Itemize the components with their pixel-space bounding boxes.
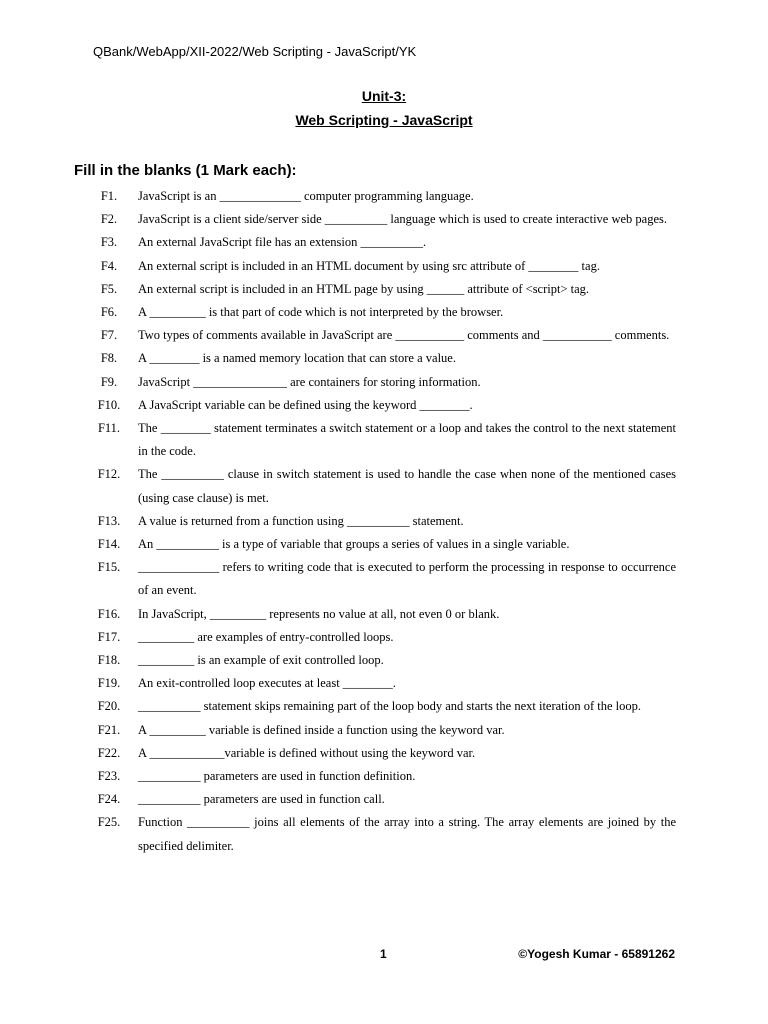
question-text: _________ is an example of exit controlled loop. — [138, 653, 384, 668]
question-number: F25. — [97, 815, 121, 830]
question-text: A ____________variable is defined without using the keyword var. — [138, 745, 476, 760]
question-list — [80, 185, 676, 858]
question-item — [80, 788, 676, 811]
unit-title: Unit-3: — [361, 88, 407, 104]
question-item — [80, 301, 676, 324]
question-text: JavaScript is a client side/server side __________ language which is used to create interactive web pages. — [138, 212, 667, 227]
question-number: F14. — [97, 537, 121, 552]
question-text: A _________ variable is defined inside a function using the keyword var. — [138, 722, 505, 737]
question-number: F13. — [97, 513, 121, 528]
question-number: F17. — [97, 629, 121, 644]
question-item — [80, 208, 676, 231]
section-heading: Fill in the blanks (1 Mark each): — [74, 162, 297, 179]
question-item — [80, 324, 676, 347]
question-number: F9. — [100, 374, 118, 389]
page-subtitle: Web Scripting - JavaScript — [295, 112, 473, 128]
question-text: The ________ statement terminates a switch statement or a loop and takes the control to the next statement in the code. — [138, 421, 676, 459]
question-item — [80, 510, 676, 533]
question-number: F10. — [97, 397, 121, 412]
question-number: F6. — [100, 305, 118, 320]
question-number: F8. — [100, 351, 118, 366]
question-item — [80, 695, 676, 718]
question-item — [80, 811, 676, 857]
question-item — [80, 417, 676, 463]
question-number: F12. — [97, 467, 121, 482]
question-number: F1. — [100, 189, 118, 203]
question-number: F4. — [100, 258, 118, 273]
question-text: An external JavaScript file has an extension __________. — [138, 235, 427, 250]
question-number: F11. — [97, 421, 121, 436]
question-item — [80, 649, 676, 672]
question-number: F5. — [100, 281, 118, 296]
question-number: F21. — [97, 722, 121, 737]
question-text: Two types of comments available in JavaScript are ___________ comments and ___________ comments. — [138, 328, 670, 343]
question-text: A JavaScript variable can be defined using the keyword ________. — [138, 397, 473, 412]
question-item — [80, 185, 676, 208]
question-item — [80, 742, 676, 765]
question-number: F20. — [97, 699, 121, 714]
question-text: An __________ is a type of variable that groups a series of values in a single variable. — [138, 537, 570, 552]
question-text: JavaScript _______________ are containers for storing information. — [138, 374, 481, 389]
question-item — [80, 371, 676, 394]
question-item — [80, 255, 676, 278]
question-text: JavaScript is an _____________ computer programming language. — [138, 189, 474, 203]
question-text: An exit-controlled loop executes at least ________. — [138, 676, 396, 691]
question-number: F24. — [97, 792, 121, 807]
question-text: __________ parameters are used in function definition. — [138, 769, 416, 784]
question-text: A _________ is that part of code which is not interpreted by the browser. — [138, 305, 504, 320]
question-number: F23. — [97, 769, 121, 784]
question-item — [80, 278, 676, 301]
question-item — [80, 719, 676, 742]
question-item — [80, 463, 676, 509]
question-text: __________ parameters are used in function call. — [138, 792, 385, 807]
page-number: 1 — [380, 947, 387, 961]
question-text: A value is returned from a function using __________ statement. — [138, 513, 464, 528]
question-text: __________ statement skips remaining part of the loop body and starts the next iteration of the loop. — [138, 699, 642, 714]
question-item — [80, 533, 676, 556]
running-header: QBank/WebApp/XII-2022/Web Scripting - JavaScript/YK — [93, 44, 417, 59]
copyright-notice: ©Yogesh Kumar - 65891262 — [518, 947, 675, 961]
question-item — [80, 394, 676, 417]
question-item — [80, 556, 676, 602]
question-item — [80, 672, 676, 695]
question-number: F15. — [97, 560, 121, 575]
question-text: _____________ refers to writing code that is executed to perform the processing in response to occurrence of an event. — [138, 560, 676, 598]
question-text: A ________ is a named memory location that can store a value. — [138, 351, 456, 366]
question-number: F7. — [100, 328, 118, 343]
question-item — [80, 347, 676, 370]
question-number: F19. — [97, 676, 121, 691]
question-text: _________ are examples of entry-controlled loops. — [138, 629, 394, 644]
question-number: F2. — [100, 212, 118, 227]
question-number: F18. — [97, 653, 121, 668]
question-item — [80, 231, 676, 254]
question-number: F3. — [100, 235, 118, 250]
question-text: In JavaScript, _________ represents no value at all, not even 0 or blank. — [138, 606, 500, 621]
question-item — [80, 626, 676, 649]
question-number: F22. — [97, 745, 121, 760]
question-item — [80, 765, 676, 788]
question-text: Function __________ joins all elements of the array into a string. The array elements are joined by the specified delimiter. — [138, 815, 676, 853]
question-text: An external script is included in an HTML document by using src attribute of ________ tag. — [138, 258, 600, 273]
question-text: The __________ clause in switch statement is used to handle the case when none of the mentioned cases (using case clause) is met. — [138, 467, 676, 505]
question-number: F16. — [97, 606, 121, 621]
question-text: An external script is included in an HTML page by using ______ attribute of <script> tag. — [138, 281, 590, 296]
question-item — [80, 603, 676, 626]
